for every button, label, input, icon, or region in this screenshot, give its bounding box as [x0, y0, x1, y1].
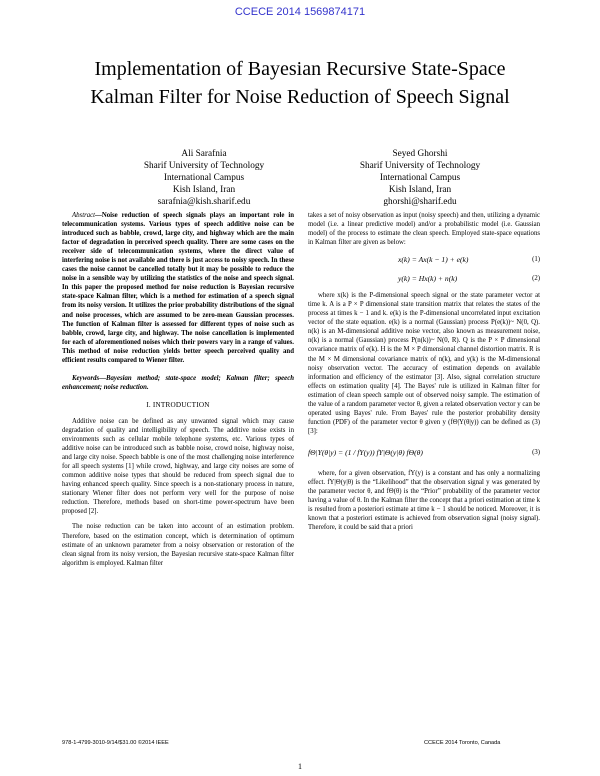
intro-paragraph-1: Additive noise can be defined as any unwanted signal which may cause degradation of quality and intelligibility of speech. The additive noise exists in environments such as cellular mobile telephone systems, etc. Various types of additive noise can be introduced such as babble noise, crowd noise, highway noise, and large city noise. Speech babble is one of the most challenging noise interference for all speech systems [1] while crowd, highway, and large city noises are some of common additive noise types that should be reduced from speech signal due to having enhanced speech quality. Since speech is a non-stationary process in nature, stationary Wiener filter does not perform very well for the purpose of noise reduction. Therefore, methods based on short-time power-spectrum have been proposed [2]. [62, 417, 294, 516]
abstract-label: Abstract [72, 212, 96, 219]
right-paragraph-2: where x(k) is the P-dimensional speech signal or the state parameter vector at time k. A is a P × P dimensional state transition matrix that relates the states of the process at times k − 1 and k. e(k) is the P-dimensional uncorrelated input excitation vector of the state equation. e(k) is a normal (Gaussian) process P(e(k))~ N(0, Q). n(k) is an M-dimensional additive noise vector, also known as measurement noise, n(k) is a normal (Gaussian) process P(n(k))~ N(0, R). Q is the P × P dimensional covariance matrix of e(k). H is the M × P dimensional channel distortion matrix. R is the M × M dimensional covariance matrix of n(k), and y(k) is the M-dimensional noisy observation vector. The accuracy of estimation depends on available information and efficiency of the estimator [3]. Also, signal correlation structure effects on estimation quality [4]. The Bayes' rule is utilized in Kalman filter for estimation of clean speech sample out of observed noisy sample. The estimation of the value of a random parameter vector θ, given a related observation vector y can be operated using Bayes' rule. From Bayes' rule the posterior probability density function (PDF) of the parameter vector θ given y (fΘ|Y(θ|y)) can be defined as (3) [3]: [308, 292, 540, 435]
right-column [308, 211, 540, 532]
keywords-label: Keywords [72, 374, 100, 382]
author-campus: International Campus [163, 173, 245, 183]
equation-1-number: (1) [532, 256, 540, 264]
left-column [62, 211, 294, 568]
author-block-1 [104, 148, 304, 208]
equation-2-body: y(k) = Hx(k) + n(k) [398, 274, 458, 284]
keywords [62, 374, 294, 392]
author-email: sarafnia@kish.sharif.edu [157, 197, 251, 207]
equation-3-body: fΘ|Y(θ|y) = (1 / fY(y)) fY|Θ(y|θ) fΘ(θ) [308, 447, 423, 457]
right-paragraph-1: takes a set of noisy observation as input (noisy speech) and then, utilizing a dynamic model (i.e. a linear predictive model) and/or a probabilistic model (i.e. Gaussian model) of the process to estimate the clean speech. Employed state-space equations in Kalman filter are given as below: [308, 212, 540, 247]
paper-title [40, 55, 560, 111]
author-email: ghorshi@sharif.edu [383, 197, 457, 207]
equation-2 [308, 272, 540, 285]
author-affiliation: Sharif University of Technology [359, 161, 481, 171]
intro-paragraph-2: The noise reduction can be taken into account of an estimation problem. Therefore, based on the estimation concept, which is determination of optimum estimate of an unknown parameter from a noisy observation or restoration of the clean signal from its noisy version, the Bayesian recursive state-space Kalman filter algorithm is employed. Kalman filter [62, 523, 294, 567]
footer-conference: CCECE 2014 Toronto, Canada [424, 740, 501, 746]
author-block-2 [320, 148, 520, 208]
footer-copyright: 978-1-4799-3010-9/14/$31.00 ©2014 IEEE [62, 740, 169, 746]
title-line-1: Implementation of Bayesian Recursive State-Space [94, 58, 506, 80]
abstract-text: —Noise reduction of speech signals plays an important role in telecommunication systems. Various types of speech additive noise can be introduced such as babble, crowd, large city, and highway which are the main factor of degradation in perceived speech quality. There are some cases on the receiver side of telecommunication systems, where the direct value of interfering noise is not available and there is just access to noisy speech. In these cases the noise cannot be cancelled totally but it may be possible to reduce the noise in a sensible way by utilizing the statistics of the noise and speech signal. In this paper the proposed method for noise reduction is Bayesian recursive state-space Kalman filter, which is a method for estimation of a speech signal from its noisy version. It utilizes the prior probability distributions of the signal and noise processes, which are assumed to be zero-mean Gaussian processes. The function of Kalman filter is assessed for different types of noise such as babble, crowd, large city, and highway. The noise cancellation is implemented for each of aforementioned noises which their powers vary in a range of values. This method of noise reduction yields better speech perceived quality and efficient results compared to Wiener filter. [62, 212, 294, 364]
author-location: Kish Island, Iran [388, 185, 452, 195]
title-line-2: Kalman Filter for Noise Reduction of Speech Signal [90, 86, 510, 108]
equation-2-number: (2) [532, 275, 540, 283]
right-paragraph-3: where, for a given observation, fY(y) is a constant and has only a normalizing effect. fY|Θ(y|θ) is the “Likelihood” that the observation signal y was generated by the parameter vector θ, and fΘ(θ) is the “Prior” probability of the parameter vector having a value of θ. In the Kalman filter the concept that a priori estimation at time k is resulted from a posteriori estimate at time k − 1 should be noticed. Moreover, it is known that a posteriori estimate is achieved from observation signal (noisy signal). Therefore, it could be said that a priori [308, 469, 540, 532]
equation-1-body: x(k) = Ax(k − 1) + e(k) [398, 255, 469, 265]
author-name: Seyed Ghorshi [392, 149, 448, 159]
author-campus: International Campus [379, 173, 461, 183]
equation-3-number: (3) [532, 448, 540, 456]
author-location: Kish Island, Iran [172, 185, 236, 195]
equation-3 [308, 446, 540, 459]
author-name: Ali Sarafnia [181, 149, 227, 159]
equation-1 [308, 253, 540, 266]
conference-header: CCECE 2014 1569874171 [234, 6, 366, 18]
author-affiliation: Sharif University of Technology [143, 161, 265, 171]
section-heading-introduction: I. INTRODUCTION [146, 400, 210, 409]
page-number: 1 [298, 762, 302, 771]
abstract [62, 211, 294, 365]
keywords-text: —Bayesian method; state-space model; Kalman filter; speech enhancement; noise reduction. [62, 374, 294, 391]
